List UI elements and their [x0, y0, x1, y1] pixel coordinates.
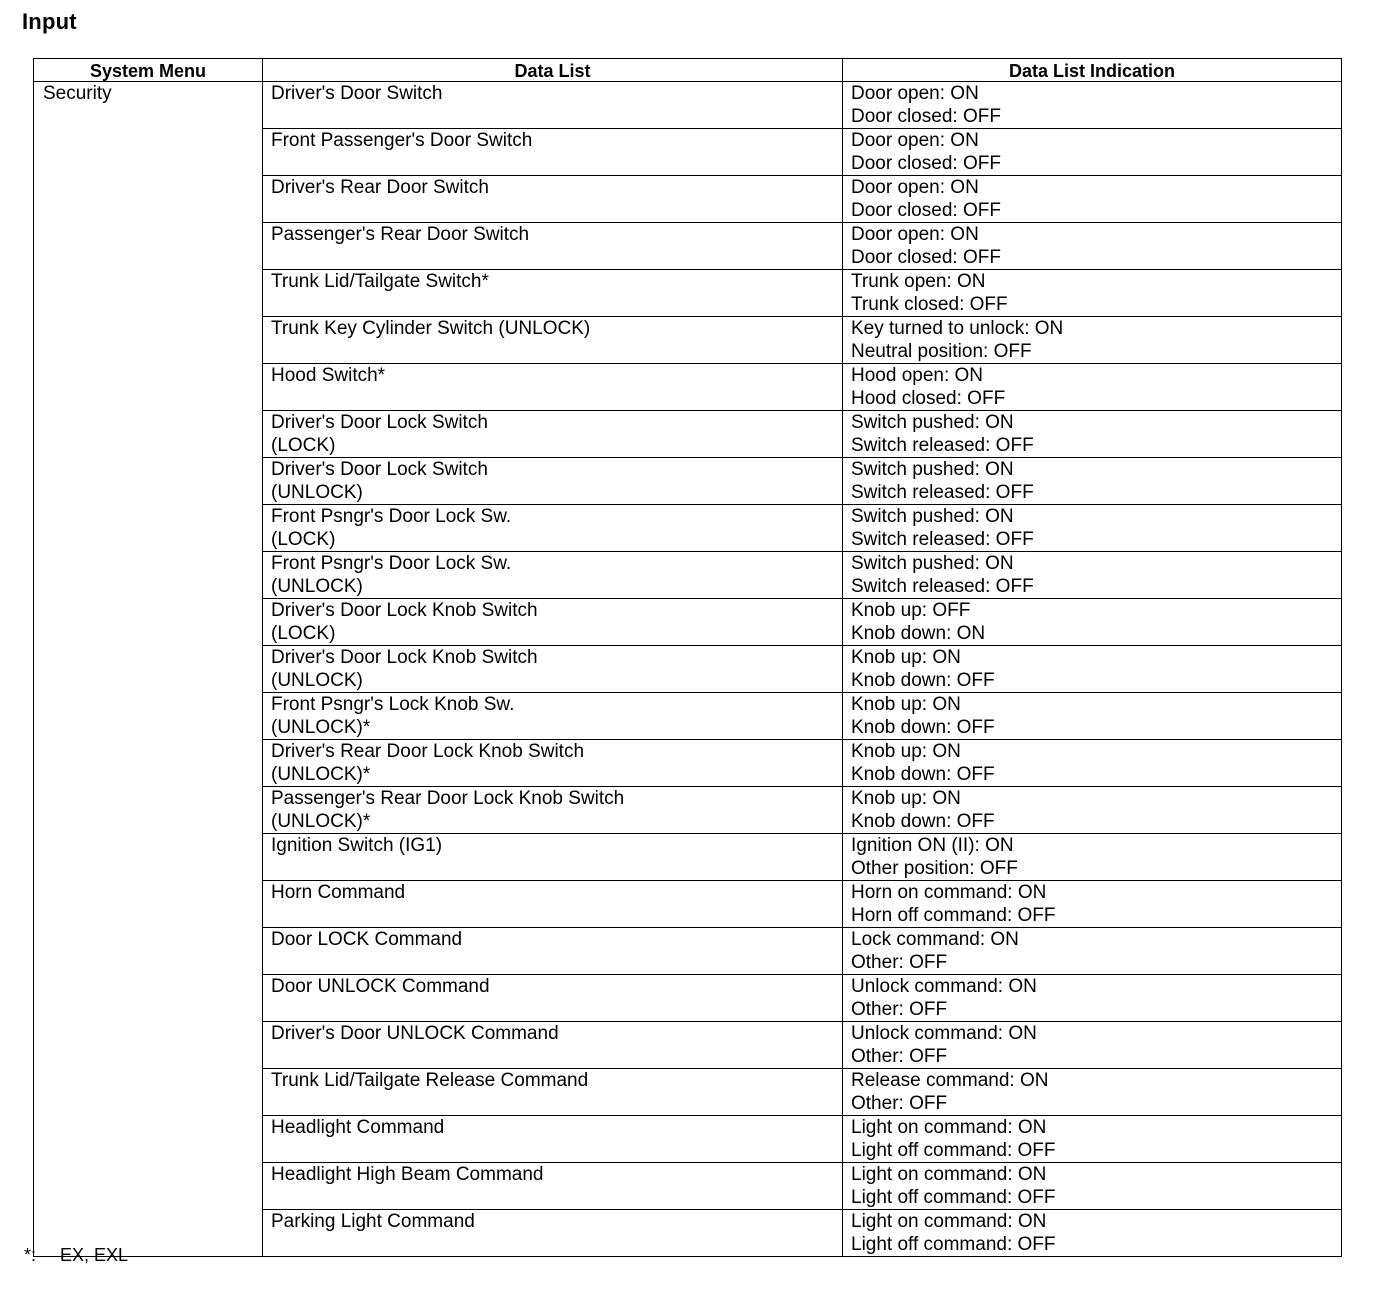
- indication-text: Door closed: OFF: [851, 106, 1001, 127]
- indication-text: Door open: ON: [851, 177, 979, 198]
- indication-text: Door open: ON: [851, 130, 979, 151]
- data-list-indication-cell: [843, 411, 1342, 458]
- indication-text: Knob up: OFF: [851, 600, 971, 621]
- data-list-cell: [263, 505, 843, 552]
- data-list-item-text: Passenger's Rear Door Switch: [271, 224, 530, 245]
- indication-text: Switch pushed: ON: [851, 553, 1014, 574]
- data-list-item-text: (LOCK): [271, 529, 336, 550]
- indication-text: Switch pushed: ON: [851, 459, 1014, 480]
- indication-text: Horn off command: OFF: [851, 905, 1056, 926]
- data-list-item-text: Door LOCK Command: [271, 929, 463, 950]
- data-list-indication-cell: [843, 1022, 1342, 1069]
- footnote-text: EX, EXL: [60, 1245, 129, 1265]
- data-list-indication-cell: [843, 82, 1342, 129]
- indication-text: Hood closed: OFF: [851, 388, 1006, 409]
- indication-text: Other: OFF: [851, 1093, 948, 1114]
- data-list-cell: [263, 1116, 843, 1163]
- data-list-indication-cell: [843, 881, 1342, 928]
- page-title: Input: [22, 9, 77, 34]
- data-list-indication-cell: [843, 1163, 1342, 1210]
- table-body: [34, 82, 1342, 1257]
- indication-text: Switch pushed: ON: [851, 412, 1014, 433]
- data-list-item-text: Front Psngr's Door Lock Sw.: [271, 553, 512, 574]
- indication-text: Release command: ON: [851, 1070, 1049, 1091]
- data-list-indication-cell: [843, 129, 1342, 176]
- indication-text: Knob down: OFF: [851, 764, 995, 785]
- data-list-item-text: Driver's Door UNLOCK Command: [271, 1023, 559, 1044]
- data-list-item-text: Headlight Command: [271, 1117, 445, 1138]
- indication-text: Lock command: ON: [851, 929, 1019, 950]
- indication-text: Door closed: OFF: [851, 247, 1001, 268]
- data-list-cell: [263, 1022, 843, 1069]
- indication-text: Trunk closed: OFF: [851, 294, 1008, 315]
- data-list-item-text: Door UNLOCK Command: [271, 976, 490, 997]
- data-list-indication-cell: [843, 1210, 1342, 1257]
- data-list-item-text: Headlight High Beam Command: [271, 1164, 544, 1185]
- footnote-mark: *:: [24, 1245, 37, 1265]
- indication-text: Switch pushed: ON: [851, 506, 1014, 527]
- system-menu-value: Security: [43, 83, 112, 104]
- indication-text: Light off command: OFF: [851, 1140, 1056, 1161]
- data-list-indication-cell: [843, 834, 1342, 881]
- indication-text: Other position: OFF: [851, 858, 1018, 879]
- data-list-indication-cell: [843, 552, 1342, 599]
- data-list-indication-cell: [843, 787, 1342, 834]
- data-list-item-text: Driver's Door Lock Knob Switch: [271, 647, 538, 668]
- data-list-cell: [263, 1163, 843, 1210]
- data-list-cell: [263, 834, 843, 881]
- data-list-cell: [263, 176, 843, 223]
- data-list-indication-cell: [843, 270, 1342, 317]
- data-list-indication-cell: [843, 1069, 1342, 1116]
- data-list-cell: [263, 1069, 843, 1116]
- data-list-indication-cell: [843, 928, 1342, 975]
- data-list-indication-cell: [843, 646, 1342, 693]
- data-list-item-text: Driver's Door Lock Knob Switch: [271, 600, 538, 621]
- data-list-indication-cell: [843, 1116, 1342, 1163]
- indication-text: Other: OFF: [851, 952, 948, 973]
- data-list-item-text: Parking Light Command: [271, 1211, 475, 1232]
- header-data-list-indication: Data List Indication: [843, 59, 1342, 82]
- indication-text: Switch released: OFF: [851, 529, 1034, 550]
- data-list-cell: [263, 82, 843, 129]
- indication-text: Light on command: ON: [851, 1164, 1047, 1185]
- indication-text: Knob down: OFF: [851, 811, 995, 832]
- header-data-list: Data List: [263, 59, 843, 82]
- data-list-item-text: Trunk Key Cylinder Switch (UNLOCK): [271, 318, 591, 339]
- indication-text: Light off command: OFF: [851, 1234, 1056, 1255]
- data-list-item-text: Hood Switch*: [271, 365, 386, 386]
- data-list-cell: [263, 458, 843, 505]
- indication-text: Knob up: ON: [851, 647, 961, 668]
- data-list-item-text: (UNLOCK): [271, 576, 363, 597]
- data-list-item-text: Horn Command: [271, 882, 406, 903]
- data-list-item-text: Ignition Switch (IG1): [271, 835, 443, 856]
- indication-text: Door closed: OFF: [851, 153, 1001, 174]
- indication-text: Knob up: ON: [851, 694, 961, 715]
- indication-text: Trunk open: ON: [851, 271, 986, 292]
- data-list-cell: [263, 411, 843, 458]
- data-list-indication-cell: [843, 599, 1342, 646]
- data-list-item-text: Trunk Lid/Tailgate Switch*: [271, 271, 489, 292]
- data-list-item-text: Front Psngr's Door Lock Sw.: [271, 506, 512, 527]
- indication-text: Unlock command: ON: [851, 976, 1037, 997]
- indication-text: Door open: ON: [851, 83, 979, 104]
- data-list-item-text: (UNLOCK): [271, 670, 363, 691]
- indication-text: Knob up: ON: [851, 788, 961, 809]
- data-list-item-text: Driver's Door Switch: [271, 83, 443, 104]
- data-list-cell: [263, 975, 843, 1022]
- indication-text: Switch released: OFF: [851, 482, 1034, 503]
- data-list-item-text: (UNLOCK)*: [271, 811, 371, 832]
- data-list-cell: [263, 1210, 843, 1257]
- data-list-indication-cell: [843, 364, 1342, 411]
- data-list-indication-cell: [843, 693, 1342, 740]
- data-list-item-text: Trunk Lid/Tailgate Release Command: [271, 1070, 589, 1091]
- table-header-row: [34, 59, 1342, 82]
- data-list-cell: [263, 317, 843, 364]
- data-list-item-text: Front Psngr's Lock Knob Sw.: [271, 694, 515, 715]
- data-list-cell: [263, 646, 843, 693]
- data-list-item-text: (LOCK): [271, 435, 336, 456]
- data-list-indication-cell: [843, 975, 1342, 1022]
- data-list-item-text: Passenger's Rear Door Lock Knob Switch: [271, 788, 625, 809]
- indication-text: Light on command: ON: [851, 1211, 1047, 1232]
- indication-text: Door closed: OFF: [851, 200, 1001, 221]
- data-list-table: [33, 58, 1342, 1257]
- data-list-item-text: (UNLOCK): [271, 482, 363, 503]
- data-list-item-text: Driver's Rear Door Lock Knob Switch: [271, 741, 585, 762]
- indication-text: Other: OFF: [851, 999, 948, 1020]
- data-list-cell: [263, 599, 843, 646]
- indication-text: Light on command: ON: [851, 1117, 1047, 1138]
- indication-text: Other: OFF: [851, 1046, 948, 1067]
- data-list-cell: [263, 693, 843, 740]
- data-list-cell: [263, 881, 843, 928]
- data-list-item-text: Driver's Door Lock Switch: [271, 412, 488, 433]
- data-list-cell: [263, 740, 843, 787]
- data-list-item-text: Front Passenger's Door Switch: [271, 130, 533, 151]
- indication-text: Knob up: ON: [851, 741, 961, 762]
- data-list-indication-cell: [843, 505, 1342, 552]
- indication-text: Horn on command: ON: [851, 882, 1047, 903]
- data-list-cell: [263, 270, 843, 317]
- data-list-item-text: Driver's Door Lock Switch: [271, 459, 488, 480]
- indication-text: Hood open: ON: [851, 365, 984, 386]
- data-list-cell: [263, 787, 843, 834]
- indication-text: Knob down: OFF: [851, 670, 995, 691]
- data-list-cell: [263, 129, 843, 176]
- indication-text: Switch released: OFF: [851, 576, 1034, 597]
- indication-text: Unlock command: ON: [851, 1023, 1037, 1044]
- data-list-indication-cell: [843, 223, 1342, 270]
- data-list-indication-cell: [843, 317, 1342, 364]
- data-list-item-text: (UNLOCK)*: [271, 764, 371, 785]
- data-list-item-text: Driver's Rear Door Switch: [271, 177, 489, 198]
- indication-text: Ignition ON (II): ON: [851, 835, 1014, 856]
- header-system-menu: System Menu: [34, 59, 263, 82]
- indication-text: Neutral position: OFF: [851, 341, 1032, 362]
- data-list-indication-cell: [843, 740, 1342, 787]
- indication-text: Knob down: ON: [851, 623, 986, 644]
- indication-text: Knob down: OFF: [851, 717, 995, 738]
- data-list-cell: [263, 223, 843, 270]
- data-list-cell: [263, 364, 843, 411]
- indication-text: Switch released: OFF: [851, 435, 1034, 456]
- data-list-indication-cell: [843, 458, 1342, 505]
- table-row: [34, 82, 1342, 129]
- data-list-cell: [263, 552, 843, 599]
- data-list-cell: [263, 928, 843, 975]
- system-menu-cell: [34, 82, 263, 1257]
- data-list-indication-cell: [843, 176, 1342, 223]
- indication-text: Light off command: OFF: [851, 1187, 1056, 1208]
- data-list-item-text: (LOCK): [271, 623, 336, 644]
- footnote: [24, 1245, 128, 1266]
- data-list-item-text: (UNLOCK)*: [271, 717, 371, 738]
- indication-text: Key turned to unlock: ON: [851, 318, 1064, 339]
- indication-text: Door open: ON: [851, 224, 979, 245]
